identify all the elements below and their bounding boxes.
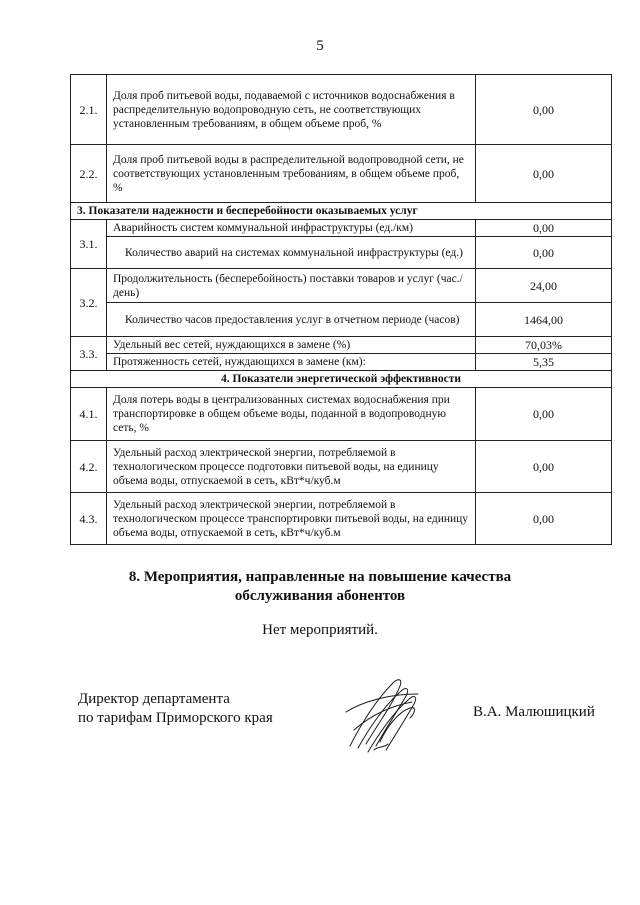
indicator-value: 0,00: [476, 493, 612, 545]
indicator-value: 5,35: [476, 354, 612, 371]
table-row: [71, 354, 612, 371]
indicator-text: Удельный расход электрической энергии, потребляемой в технологическом процессе транспортировки питьевой воды, на единицу объема воды, отпускаемой в сеть, кВт*ч/куб.м: [107, 493, 476, 545]
indicator-value: 0,00: [476, 237, 612, 269]
table-row: [71, 441, 612, 493]
indicator-value: 70,03%: [476, 337, 612, 354]
indicator-value: 0,00: [476, 388, 612, 441]
indicator-text: Доля проб питьевой воды в распределительной водопроводной сети, не соответствующих установленным требованиям, в общем объеме проб, %: [107, 145, 476, 203]
indicator-text: Количество аварий на системах коммунальной инфраструктуры (ед.): [107, 237, 476, 269]
section-8-heading: [0, 568, 640, 606]
indicator-text: Протяженность сетей, нуждающихся в замене (км):: [107, 354, 476, 371]
row-number: 4.3.: [71, 493, 107, 545]
table-row: [71, 75, 612, 145]
handwritten-signature: [340, 672, 424, 756]
table-row: [71, 269, 612, 303]
section-row: [71, 203, 612, 220]
indicator-text: Доля проб питьевой воды, подаваемой с источников водоснабжения в распределительную водопроводную сеть, не соответствующих установленным требованиям, в общем объеме проб, %: [107, 75, 476, 145]
row-number: 4.1.: [71, 388, 107, 441]
row-number: 4.2.: [71, 441, 107, 493]
indicator-text: Количество часов предоставления услуг в отчетном периоде (часов): [107, 303, 476, 337]
signer-title-line1: Директор департамента: [78, 691, 230, 707]
row-number: 2.1.: [71, 75, 107, 145]
indicator-text: Доля потерь воды в централизованных системах водоснабжения при транспортировке в общем объеме воды, поданной в водопроводную сеть, %: [107, 388, 476, 441]
indicator-text: Удельный расход электрической энергии, потребляемой в технологическом процессе подготовки питьевой воды, на единицу объема воды, отпускаемой в сеть, кВт*ч/куб.м: [107, 441, 476, 493]
table-row: [71, 220, 612, 237]
indicator-value: 24,00: [476, 269, 612, 303]
row-number: 3.3.: [71, 337, 107, 371]
table-row: [71, 303, 612, 337]
indicator-value: 0,00: [476, 145, 612, 203]
signer-title: [78, 690, 273, 728]
indicator-value: 0,00: [476, 75, 612, 145]
section-8-body: Нет мероприятий.: [262, 622, 378, 638]
indicator-value: 0,00: [476, 220, 612, 237]
indicator-value: 1464,00: [476, 303, 612, 337]
section-4-title: 4. Показатели энергетической эффективности: [71, 371, 612, 388]
indicator-text: Продолжительность (бесперебойность) поставки товаров и услуг (час./день): [107, 269, 476, 303]
table-row: [71, 388, 612, 441]
table-row: [71, 237, 612, 269]
section-3-title: 3. Показатели надежности и бесперебойности оказываемых услуг: [71, 203, 612, 220]
section-8-heading-line2: обслуживания абонентов: [234, 588, 406, 604]
indicators-table: [70, 74, 612, 545]
page-number: 5: [316, 38, 324, 54]
indicator-value: 0,00: [476, 441, 612, 493]
section-row: [71, 371, 612, 388]
section-8-heading-line1: 8. Мероприятия, направленные на повышение качества: [128, 569, 512, 585]
row-number: 2.2.: [71, 145, 107, 203]
table-row: [71, 145, 612, 203]
signer-title-line2: по тарифам Приморского края: [78, 710, 273, 726]
row-number: 3.1.: [71, 220, 107, 269]
indicator-text: Аварийность систем коммунальной инфраструктуры (ед./км): [107, 220, 476, 237]
row-number: 3.2.: [71, 269, 107, 337]
indicator-text: Удельный вес сетей, нуждающихся в замене (%): [107, 337, 476, 354]
table-row: [71, 493, 612, 545]
signer-name: В.А. Малюшицкий: [473, 704, 595, 720]
table-row: [71, 337, 612, 354]
